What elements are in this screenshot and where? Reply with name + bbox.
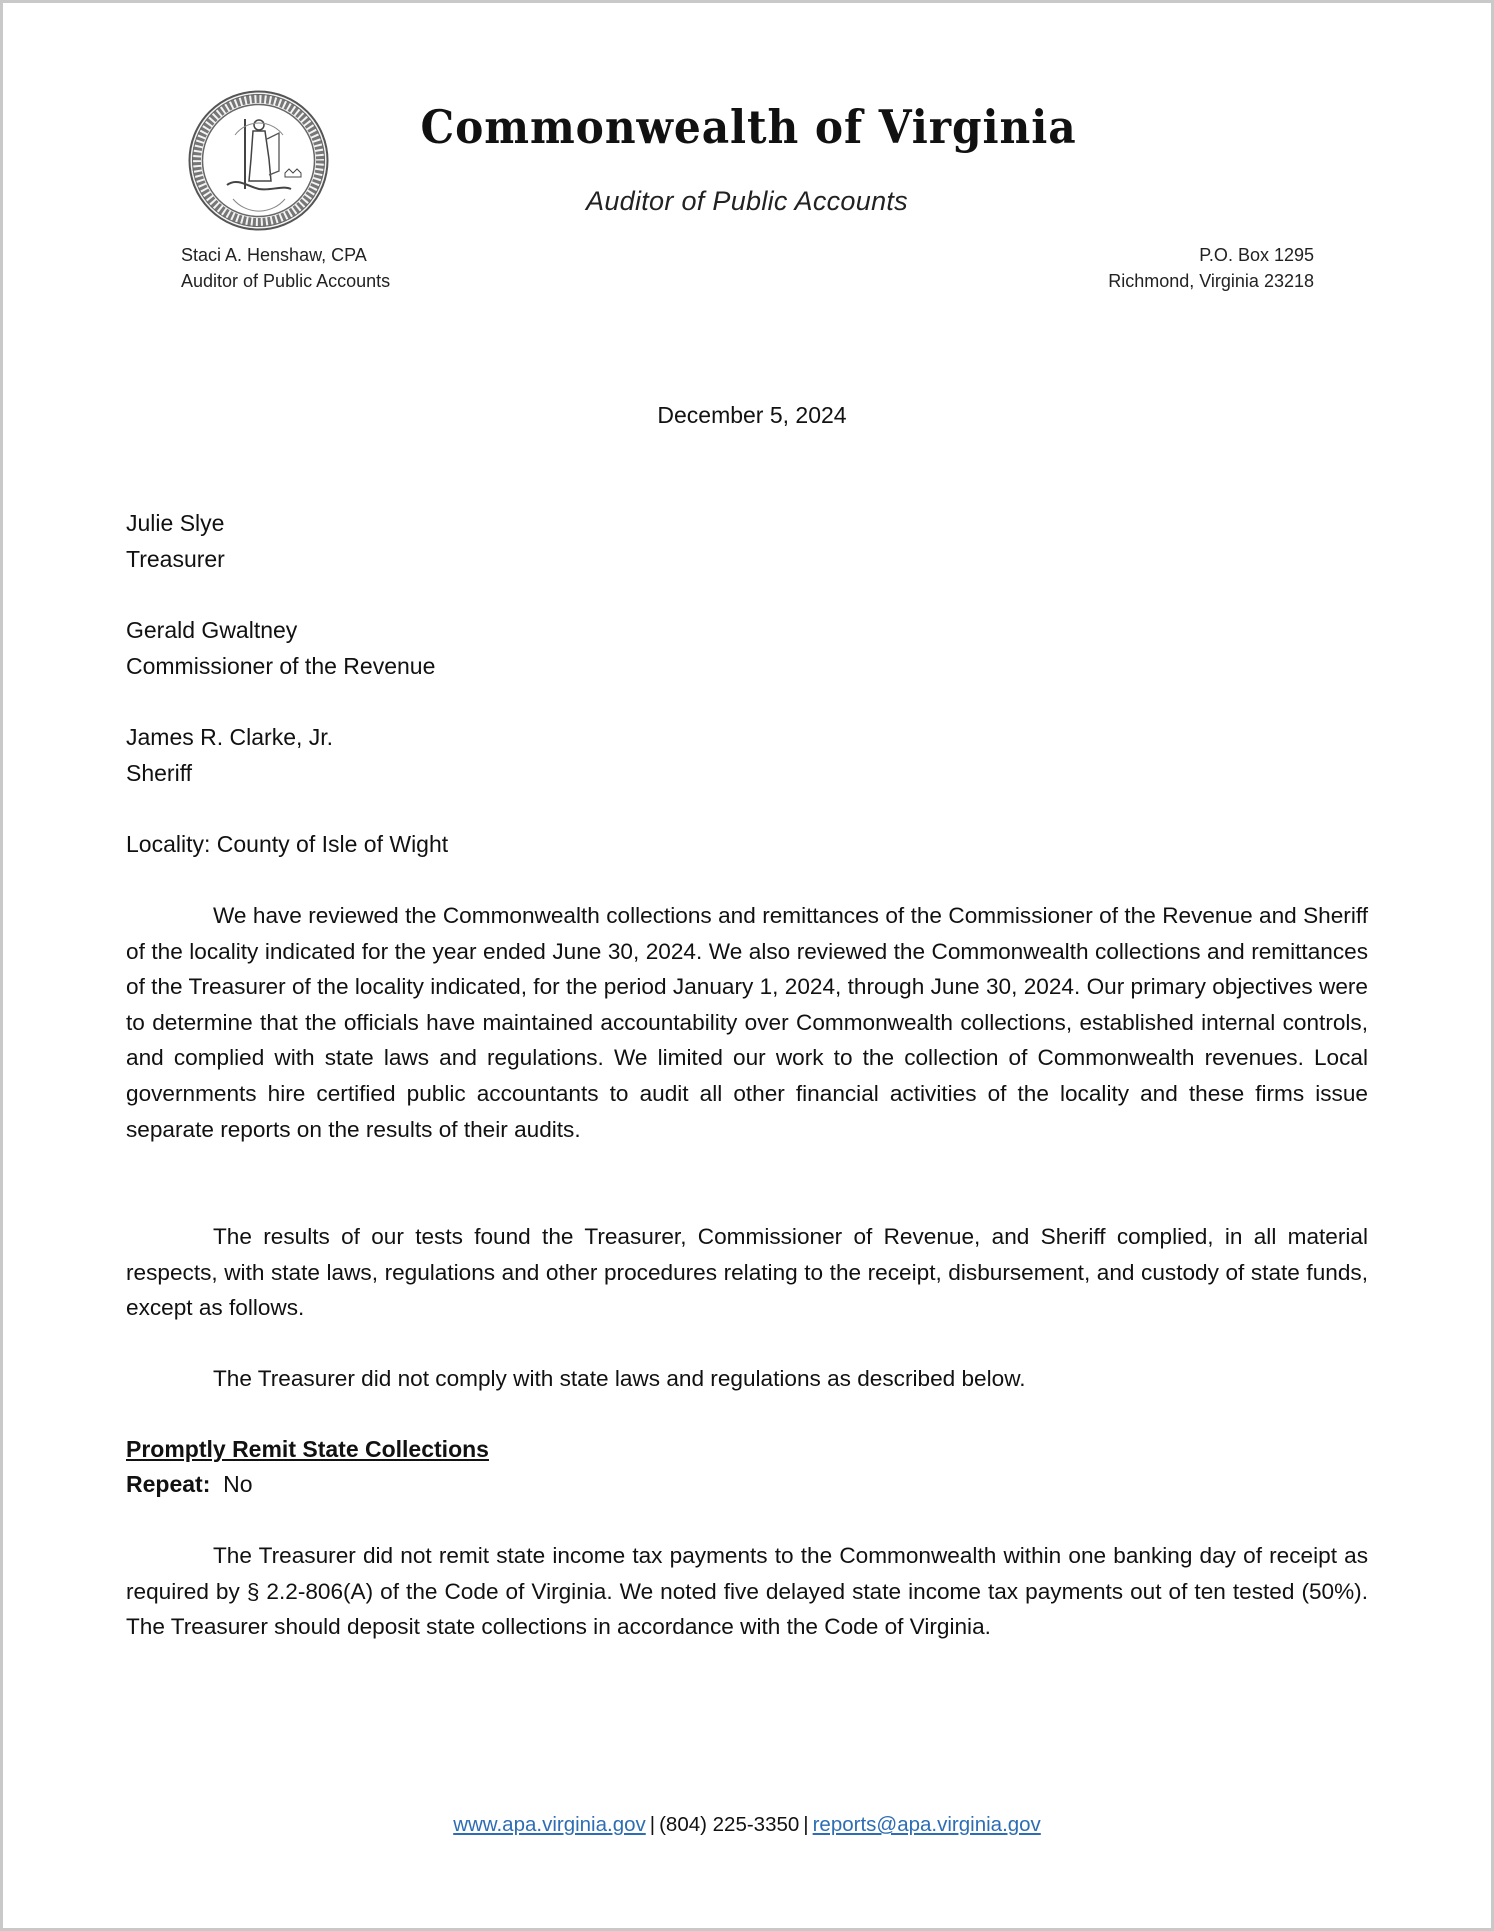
letter-date: December 5, 2024	[657, 402, 847, 428]
phone-number: (804) 225-3350	[659, 1813, 800, 1836]
footer-separator: |	[649, 1813, 656, 1836]
sender-block	[181, 242, 390, 294]
finding-paragraph	[126, 1538, 1368, 1645]
mailing-address	[1108, 242, 1314, 294]
addressee-name: James R. Clarke, Jr.	[126, 724, 334, 750]
letterhead-title	[0, 100, 1494, 154]
email-link[interactable]: reports@apa.virginia.gov	[812, 1813, 1041, 1836]
footer-separator: |	[803, 1813, 809, 1836]
locality-line: Locality: County of Isle of Wight	[126, 831, 449, 857]
addressee-sheriff	[126, 720, 333, 791]
sender-name: Staci A. Henshaw, CPA	[181, 245, 367, 265]
address-line-2: Richmond, Virginia 23218	[1108, 271, 1314, 291]
letterhead-title-text: Commonwealth of Virginia	[420, 100, 1078, 154]
repeat-label: Repeat:	[126, 1471, 211, 1497]
website-link[interactable]: www.apa.virginia.gov	[453, 1813, 646, 1836]
sender-title: Auditor of Public Accounts	[181, 271, 391, 291]
letterhead-subtitle: Auditor of Public Accounts	[586, 186, 908, 216]
finding-heading-line	[126, 1432, 489, 1468]
addressee-title: Treasurer	[126, 545, 225, 572]
body-paragraph-scope	[126, 898, 1368, 1147]
addressee-title: Commissioner of the Revenue	[126, 652, 436, 679]
paragraph-text: The Treasurer did not comply with state laws and regulations as described below.	[213, 1366, 1026, 1391]
addressee-treasurer	[126, 506, 225, 577]
finding-heading: Promptly Remit State Collections	[126, 1436, 489, 1462]
body-paragraph-noncompliance	[126, 1361, 1368, 1397]
addressee-name: Julie Slye	[126, 510, 225, 536]
addressee-name: Gerald Gwaltney	[126, 617, 298, 643]
paragraph-text: The results of our tests found the Treasurer, Commissioner of Revenue, and Sheriff complied, in all material respects, with state laws, regulations and other procedures relating to the receipt, disbursement, and custody of state funds, except as follows.	[126, 1224, 1368, 1321]
paragraph-text: The Treasurer did not remit state income tax payments to the Commonwealth within one banking day of receipt as required by § 2.2-806(A) of the Code of Virginia. We noted five delayed state income tax payments out of ten tested (50%). The Treasurer should deposit state collections in accordance with the Code of Virginia.	[126, 1543, 1368, 1640]
addressee-commissioner	[126, 613, 435, 684]
finding-repeat-line	[126, 1467, 253, 1503]
address-line-1: P.O. Box 1295	[1199, 245, 1314, 265]
repeat-value: No	[223, 1471, 253, 1497]
footer-contact	[0, 1813, 1494, 1837]
addressee-title: Sheriff	[126, 759, 193, 786]
body-paragraph-results	[126, 1219, 1368, 1326]
paragraph-text: We have reviewed the Commonwealth collections and remittances of the Commissioner of the Revenue and Sheriff of the locality indicated for the year ended June 30, 2024. We also reviewed the Commonwealth collections and remittances of the Treasurer of the locality indicated, for the period January 1, 2024, through June 30, 2024. Our primary objectives were to determine that the officials have maintained accountability over Commonwealth collections, established internal controls, and complied with state laws and regulations. We limited our work to the collection of Commonwealth revenues. Local governments hire certified public accountants to audit all other financial activities of the locality and these firms issue separate reports on the results of their audits.	[126, 903, 1368, 1142]
